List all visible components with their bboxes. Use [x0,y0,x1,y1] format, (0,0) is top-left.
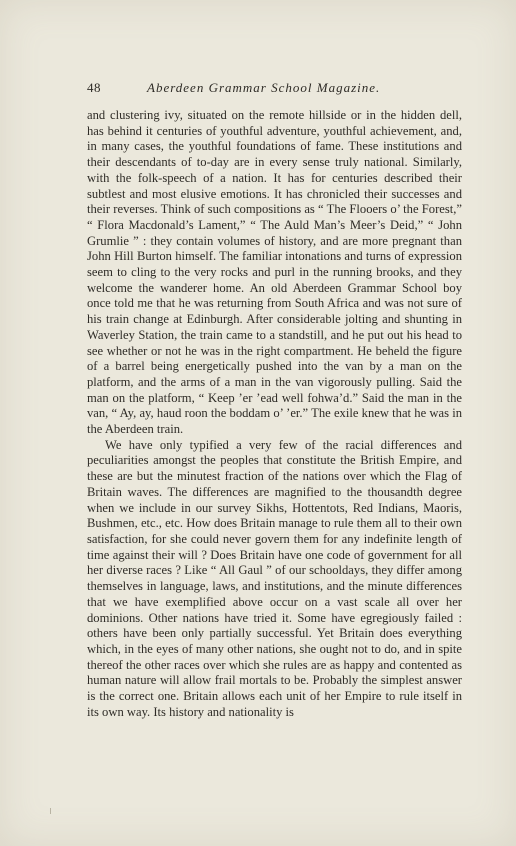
paragraph-2: We have only typified a very few of the racial differences and peculiarities amongst the peoples that constitute the British Empire, and these are but the minutest fraction of the nations over which the Flag of Britain waves. The differences are magnified to the thousandth degree when we include in our survey Sikhs, Hottentots, Red Indians, Maoris, Bushmen, etc., etc. How does Britain manage to rule them all to their own satisfaction, for she could never govern them for any indefinite length of time against their will ? Does Britain have one code of government for all her diverse races ? Like “ All Gaul ” of our schooldays, they differ among themselves in language, laws, and institutions, and the minute differences that we have exemplified above occur on a vast scale all over her dominions. Other nations have tried it. Some have egregiously failed : others have been only partially successful. Yet Britain does everything which, in the eyes of many other nations, she ought not to do, and in spite thereof the other races over which she rules are as happy and contented as human nature will allow frail mortals to be. Probably the simplest answer is the correct one. Britain allows each unit of her Empire to rule itself in its own way. Its history and nationality is [87,437,462,719]
running-title: Aberdeen Grammar School Magazine. [147,80,381,95]
article-body [87,108,462,720]
paragraph-1: and clustering ivy, situated on the remote hillside or in the hidden dell, has behind it centuries of youthful adventure, youthful achievement, and, in many cases, the youthful foundations of fame. These institutions and their descendants of to-day are in every sense truly national. Similarly, with the folk-speech of a nation. It has for centuries described their subtlest and most elusive emotions. It has chronicled their successes and their reverses. Think of such compositions as “ The Flooers o’ the Forest,” “ Flora Macdonald’s Lament,” “ The Auld Man’s Meer’s Deid,” “ John Grumlie ” : they contain volumes of history, and are more pregnant than John Hill Burton himself. The familiar intonations and turns of expression seem to cling to the very rocks and purl in the running brooks, and they welcome the wanderer home. An old Aberdeen Grammar School boy once told me that he was returning from South Africa and was not sure of his train change at Edinburgh. After considerable jolting and shunting in Waverley Station, the train came to a standstill, and he put out his head to see whether or not he was in the right compartment. He beheld the figure of a barrel being energetically pushed into the van by a man on the platform, and the arms of a man in the van vigorously pulling. Said the man on the platform, “ Keep ’er ’ead well fohwa’d.” Said the man in the van, “ Ay, ay, haud roon the boddam o’ ’er.” The exile knew that he was in the Aberdeen train. [87,108,462,437]
page-header [87,80,462,98]
page-number: 48 [87,80,101,95]
margin-mark [50,808,51,814]
